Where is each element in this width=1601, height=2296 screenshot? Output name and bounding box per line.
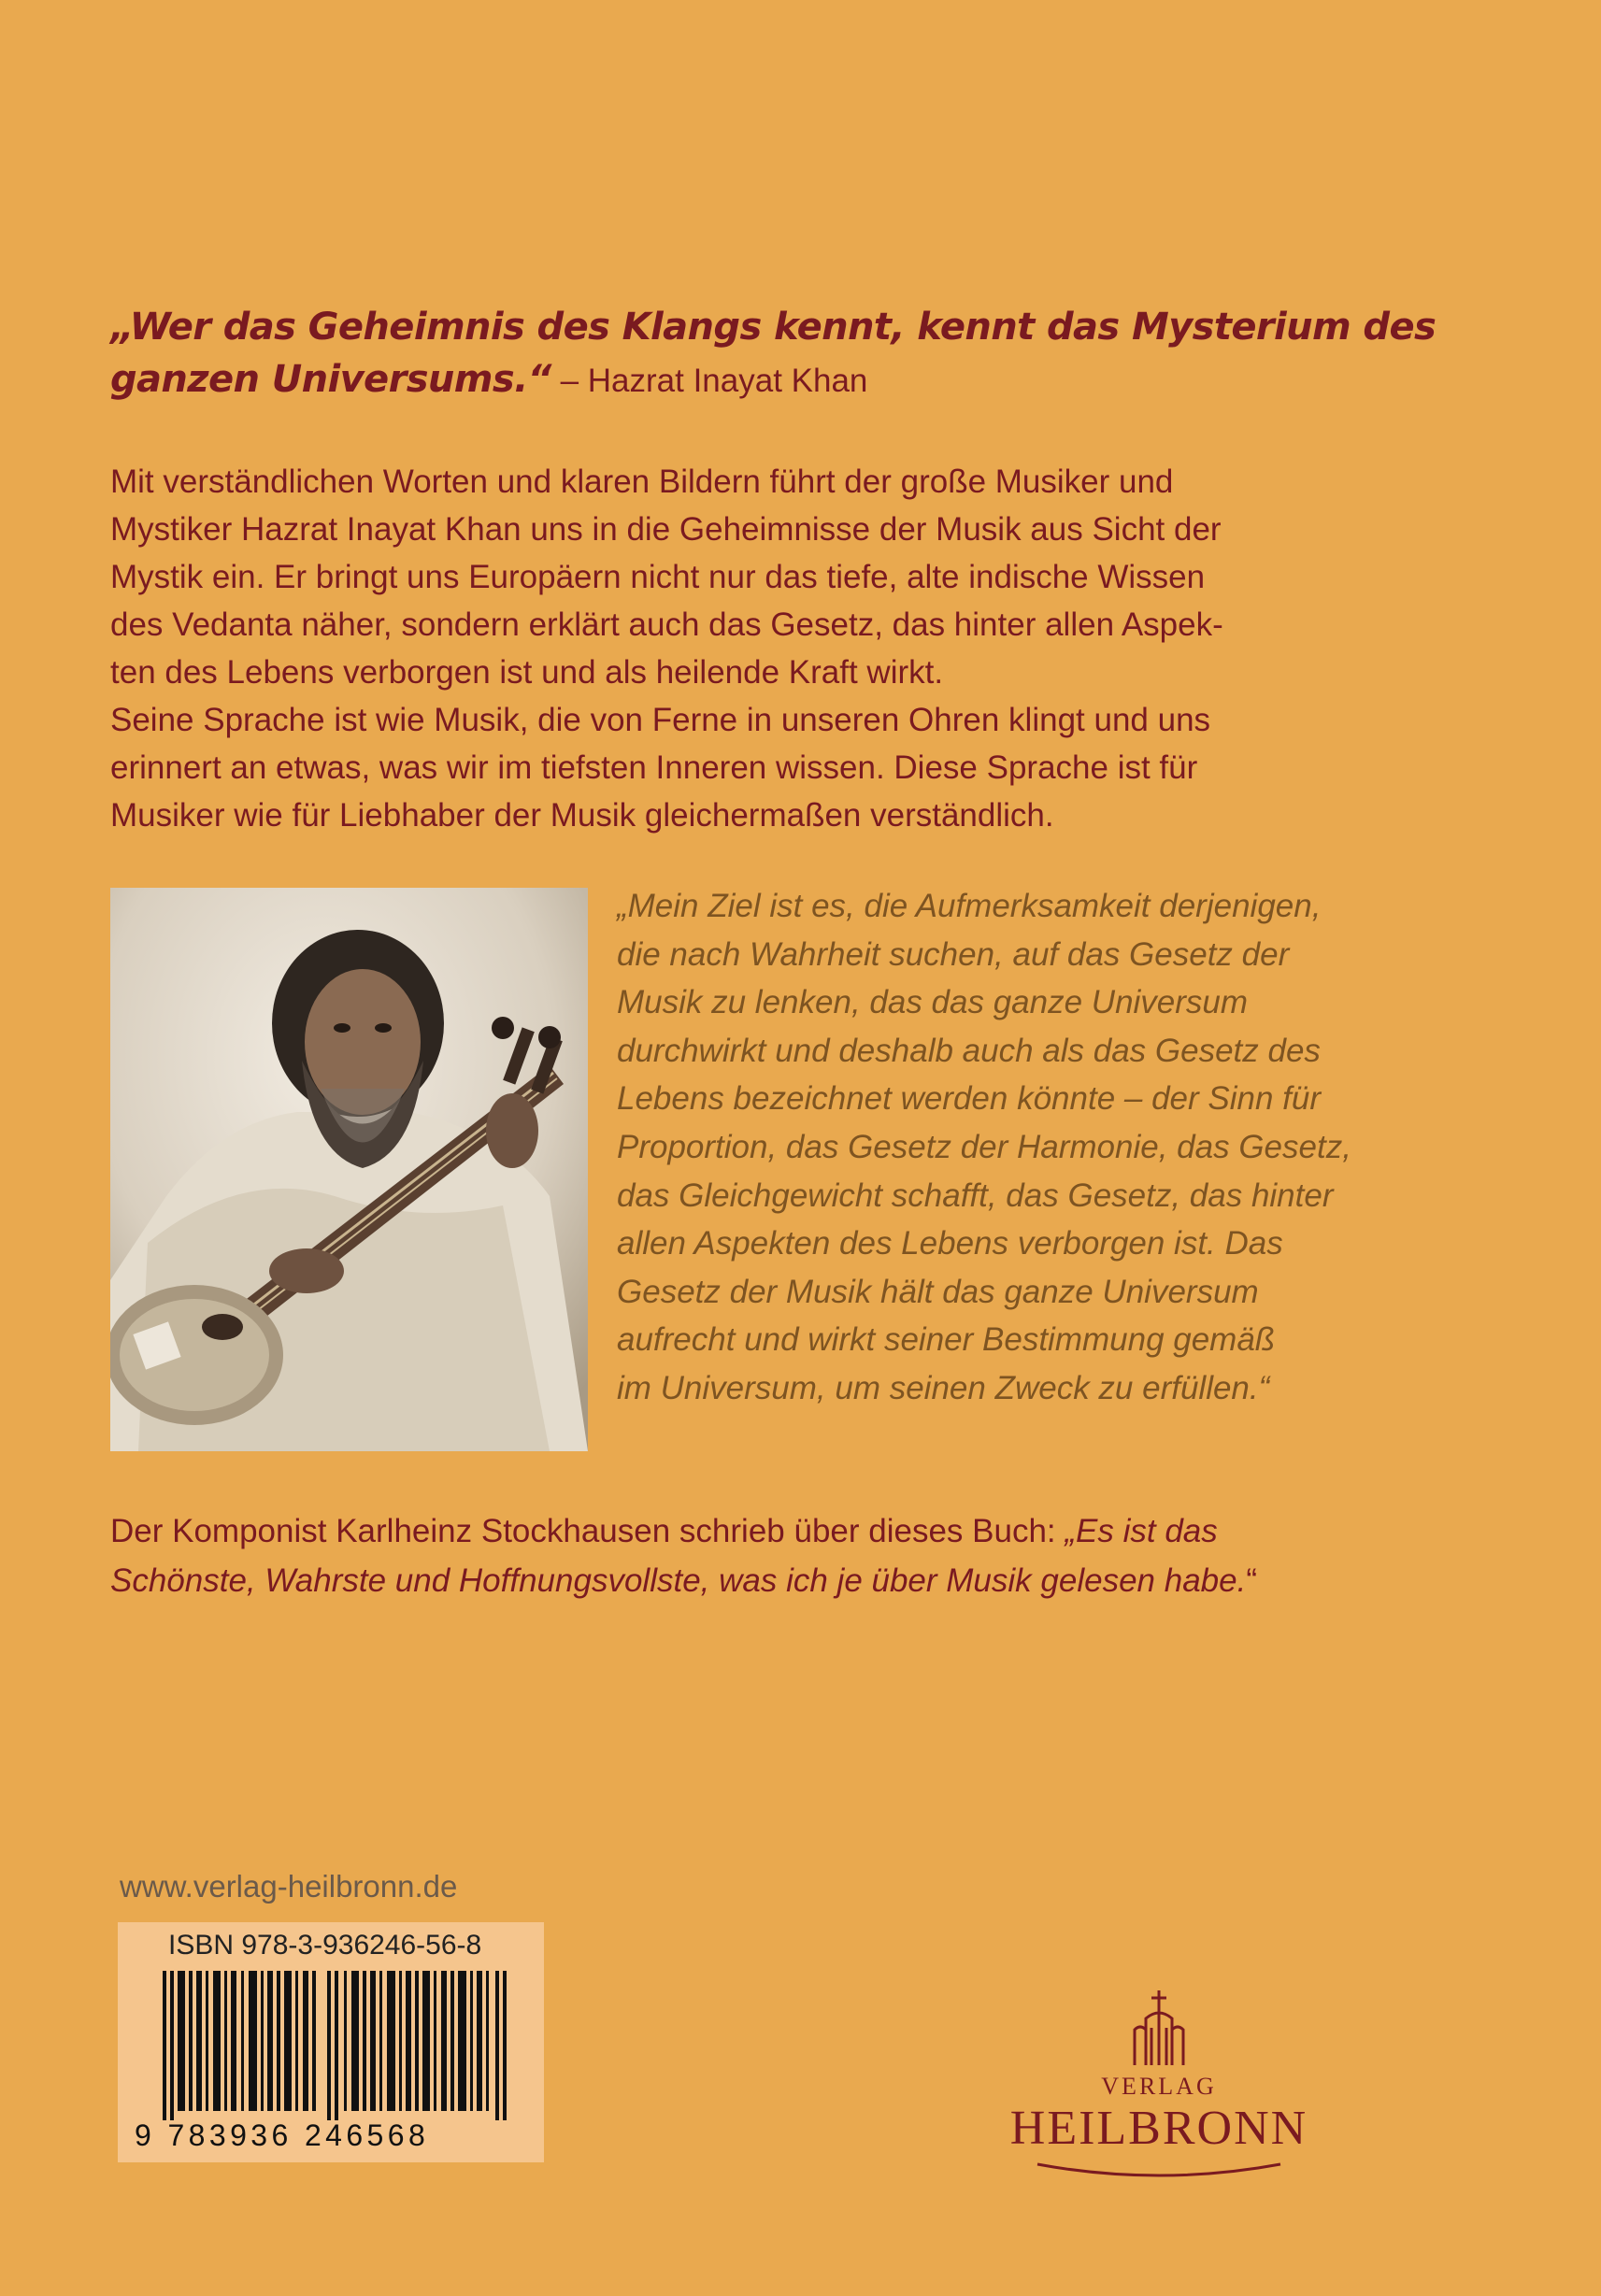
portrait-illustration <box>110 888 588 1451</box>
logo-heilbronn-text: HEILBRONN <box>1009 2102 1308 2155</box>
stockhausen-statement <box>110 1506 1531 1605</box>
quote-attribution: – Hazrat Inayat Khan <box>550 363 868 399</box>
intro-line: Musiker wie für Liebhaber der Musik gleichermaßen verständlich. <box>110 797 1054 834</box>
stockhausen-line-1: Der Komponist Karlheinz Stockhausen schrieb über dieses Buch: „Es ist das <box>110 1513 1218 1549</box>
intro-line: Mystiker Hazrat Inayat Khan uns in die Geheimnisse der Musik aus Sicht der <box>110 511 1222 548</box>
khan-quote-line: Lebens bezeichnet werden könnte – der Sinn für <box>617 1080 1322 1118</box>
isbn-barcode <box>118 1922 544 2162</box>
headline-quote-line-1: „Wer das Geheimnis des Klangs kennt, kennt das Mysterium des <box>110 306 1437 349</box>
headline-quote-end: ganzen Universums.“ <box>110 358 551 401</box>
khan-quote-line: durchwirkt und deshalb auch als das Gesetz des <box>617 1032 1321 1069</box>
intro-line: Mit verständlichen Worten und klaren Bildern führt der große Musiker und <box>110 463 1174 500</box>
stockhausen-line-2: Schönste, Wahrste und Hoffnungsvollste, was ich je über Musik gelesen habe.“ <box>110 1562 1257 1599</box>
intro-line: erinnert an etwas, was wir im tiefsten Inneren wissen. Diese Sprache ist für <box>110 749 1198 786</box>
intro-text <box>110 458 1512 839</box>
intro-line: des Vedanta näher, sondern erklärt auch das Gesetz, das hinter allen Aspek- <box>110 606 1223 643</box>
logo-emblem-icon <box>972 1981 1346 2075</box>
khan-quote-line: Gesetz der Musik hält das ganze Universum <box>617 1273 1259 1310</box>
khan-quote-line: „Mein Ziel ist es, die Aufmerksamkeit derjenigen, <box>617 888 1322 924</box>
khan-quote-line: aufrecht und wirkt seiner Bestimmung gemäß <box>617 1321 1276 1359</box>
barcode-digits: 9 783936 246568 <box>135 2118 430 2152</box>
publisher-logo <box>972 1981 1346 2187</box>
khan-quote-line: das Gleichgewicht schafft, das Gesetz, das hinter <box>617 1177 1334 1214</box>
intro-line: Seine Sprache ist wie Musik, die von Ferne in unseren Ohren klingt und uns <box>110 702 1211 738</box>
portrait-photo <box>110 888 588 1451</box>
khan-quote-line: im Universum, um seinen Zweck zu erfüllen.“ <box>617 1369 1270 1406</box>
headline-quote <box>110 301 1512 407</box>
khan-quote-line: die nach Wahrheit suchen, auf das Gesetz der <box>617 935 1290 973</box>
khan-quote-line: Musik zu lenken, das das ganze Universum <box>617 984 1249 1021</box>
barcode-bars <box>163 1971 518 2120</box>
barcode-stripes <box>163 1971 507 2120</box>
headline-quote-line-2 <box>110 353 1512 407</box>
logo-swoosh <box>972 2159 1346 2187</box>
isbn-label: ISBN 978-3-936246-56-8 <box>168 1930 482 1961</box>
intro-line: Mystik ein. Er bringt uns Europäern nicht nur das tiefe, alte indische Wissen <box>110 559 1206 595</box>
khan-quote-line: allen Aspekten des Lebens verborgen ist. Das <box>617 1225 1283 1262</box>
khan-quote-line: Proportion, das Gesetz der Harmonie, das Gesetz, <box>617 1128 1351 1165</box>
logo-verlag-text: VERLAG <box>1101 2073 1217 2100</box>
publisher-website[interactable]: www.verlag-heilbronn.de <box>120 1869 458 1904</box>
intro-line: ten des Lebens verborgen ist und als heilende Kraft wirkt. <box>110 654 944 691</box>
khan-quote <box>617 882 1570 1413</box>
